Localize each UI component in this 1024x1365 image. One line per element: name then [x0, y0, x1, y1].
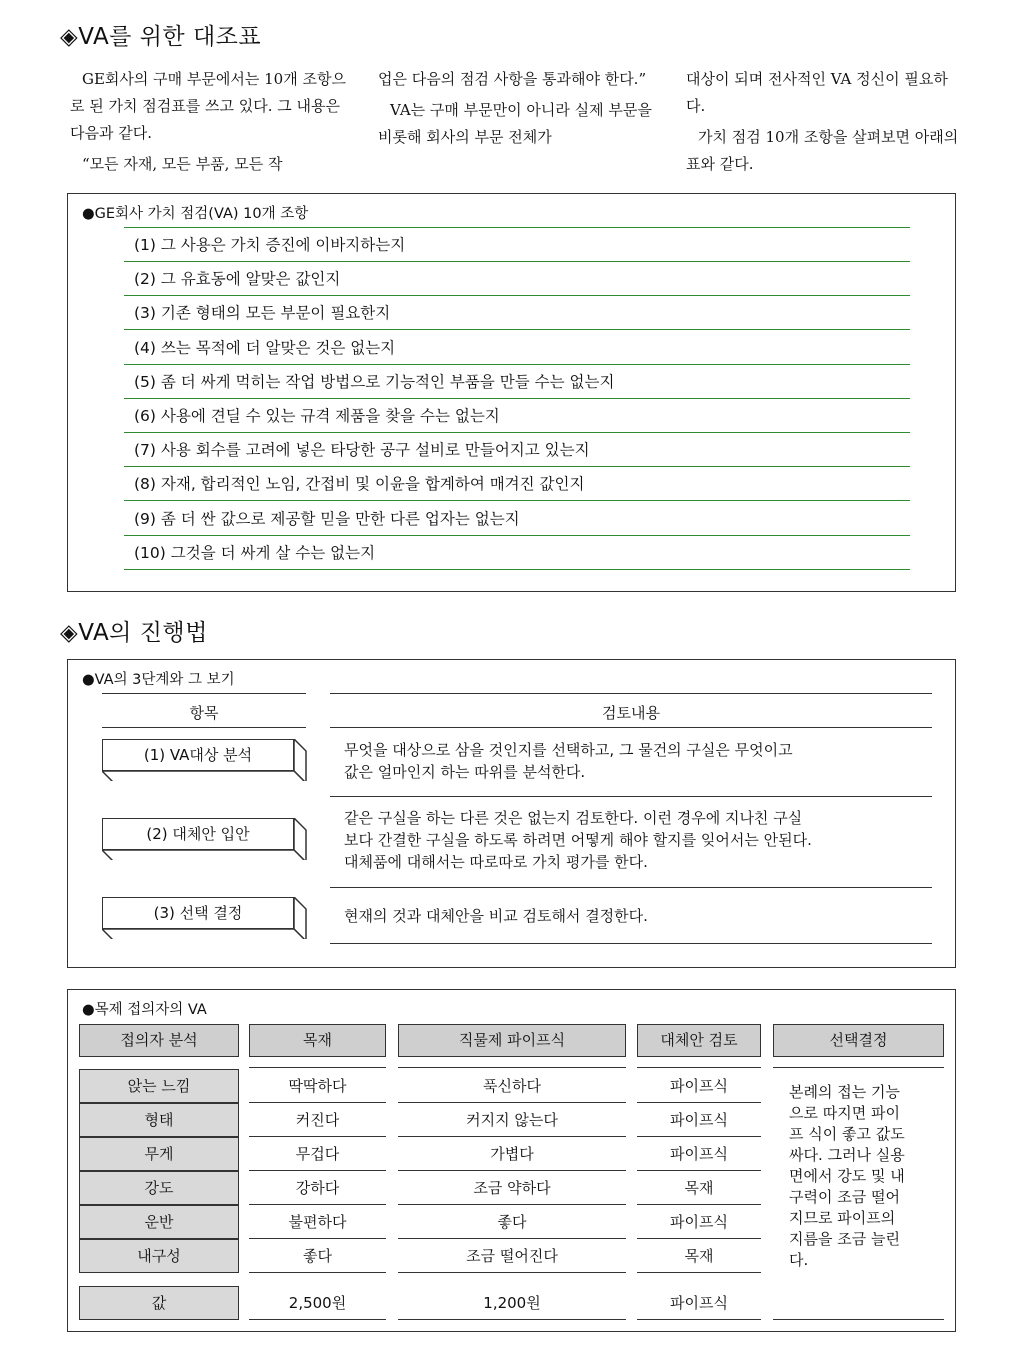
paragraph: 가치 점검 10개 조항을 살펴보면 아래의 표와 같다. — [686, 128, 959, 173]
cell-alt: 목재 — [637, 1239, 761, 1273]
step-label: (3) 선택 결정 — [102, 897, 294, 929]
wood-chair-title: ●목제 접의자의 VA — [82, 1002, 207, 1018]
step-description — [344, 807, 924, 873]
rule — [330, 693, 932, 694]
cell-pipe: 조금 떨어진다 — [398, 1239, 626, 1273]
rule — [102, 693, 306, 694]
rule — [773, 1067, 944, 1068]
column-header-review: 검토내용 — [602, 704, 660, 722]
checklist-item — [124, 365, 910, 399]
text-line: 면에서 강도 및 내 — [789, 1167, 905, 1185]
text-line: 본례의 접는 기능 — [789, 1083, 900, 1101]
decision-note — [789, 1082, 939, 1271]
text-line: 구력이 조금 떨어 — [789, 1188, 900, 1206]
cell-alt: 파이프식 — [637, 1069, 761, 1103]
text-line: 무엇을 대상으로 삼을 것인지를 선택하고, 그 물건의 구실은 무엇이고 — [344, 741, 793, 759]
step-label: (2) 대체안 입안 — [102, 818, 294, 850]
price-pipe: 1,200원 — [398, 1286, 626, 1320]
price-decision-blank — [773, 1286, 944, 1320]
cell-alt: 파이프식 — [637, 1205, 761, 1239]
row-label: 강도 — [79, 1171, 239, 1205]
text-line: 같은 구실을 하는 다른 것은 없는지 검토한다. 이런 경우에 지나친 구실 — [344, 809, 803, 827]
text-line: 대체품에 대해서는 따로따로 가치 평가를 한다. — [344, 853, 648, 871]
cell-alt: 목재 — [637, 1171, 761, 1205]
step-box-analysis — [102, 739, 306, 777]
checklist-item — [124, 399, 910, 433]
checklist-item — [124, 536, 910, 570]
rule — [330, 887, 932, 888]
checklist-item-text: (8) 자재, 합리적인 노임, 간접비 및 이윤을 합계하여 매겨진 값인지 — [134, 475, 585, 494]
row-label: 내구성 — [79, 1239, 239, 1273]
rule — [330, 943, 932, 944]
checklist-item — [124, 502, 910, 536]
rule — [637, 1067, 761, 1068]
step-label: (1) VA대상 분석 — [102, 739, 294, 771]
step-box-decision — [102, 897, 306, 935]
paragraph: 업은 다음의 점검 사항을 통과해야 한다.” — [378, 70, 647, 88]
rule — [102, 727, 306, 728]
paragraph: “모든 자재, 모든 부품, 모든 작 — [82, 155, 283, 173]
text-line: 다. — [789, 1251, 809, 1269]
checklist-item — [124, 433, 910, 467]
cell-wood: 딱딱하다 — [249, 1069, 386, 1103]
text-line: 으로 따지면 파이 — [789, 1104, 900, 1122]
row-label: 형태 — [79, 1103, 239, 1137]
rule — [249, 1067, 386, 1068]
checklist-item — [124, 228, 910, 262]
text-line: 싸다. 그러나 실용 — [789, 1146, 905, 1164]
section-heading-process: ◈VA의 진행법 — [60, 620, 208, 646]
row-label: 앉는 느낌 — [79, 1069, 239, 1103]
cell-pipe: 좋다 — [398, 1205, 626, 1239]
checklist-item-text: (2) 그 유효동에 알맞은 값인지 — [134, 270, 341, 289]
paragraph: GE회사의 구매 부문에서는 10개 조항으로 된 가치 점검표를 쓰고 있다. 그 내용은 다음과 같다. — [70, 70, 346, 142]
checklist-item-text: (1) 그 사용은 가치 증진에 이바지하는지 — [134, 236, 406, 254]
cell-pipe: 가볍다 — [398, 1137, 626, 1171]
cell-alt: 파이프식 — [637, 1103, 761, 1137]
cell-wood: 무겁다 — [249, 1137, 386, 1171]
checklist-item-text: (6) 사용에 견딜 수 있는 규격 제품을 찾을 수는 없는지 — [134, 407, 500, 425]
cell-pipe: 커지지 않는다 — [398, 1103, 626, 1137]
cell-alt: 파이프식 — [637, 1137, 761, 1171]
row-label-price: 값 — [79, 1286, 239, 1320]
text-line: 지므로 파이프의 — [789, 1209, 896, 1227]
intro-column-2 — [378, 66, 658, 155]
cell-wood: 불편하다 — [249, 1205, 386, 1239]
price-alternative: 파이프식 — [637, 1286, 761, 1320]
cell-wood: 좋다 — [249, 1239, 386, 1273]
header-alternative: 대체안 검토 — [637, 1024, 761, 1057]
checklist-item-text: (5) 좀 더 싸게 먹히는 작업 방법으로 기능적인 부품을 만들 수는 없는지 — [134, 372, 615, 391]
checklist-item-text: (7) 사용 회수를 고려에 넣은 타당한 공구 설비로 만들어지고 있는지 — [134, 441, 590, 460]
section-heading-checklist: ◈VA를 위한 대조표 — [60, 24, 262, 50]
rule — [330, 727, 932, 728]
text-line: 지름을 조금 늘린 — [789, 1230, 900, 1248]
cell-pipe: 푹신하다 — [398, 1069, 626, 1103]
row-label: 무게 — [79, 1137, 239, 1171]
checklist-item-text: (10) 그것을 더 싸게 살 수는 없는지 — [134, 543, 376, 562]
cell-wood: 커진다 — [249, 1103, 386, 1137]
paragraph: 대상이 되며 전사적인 VA 정신이 필요하다. — [686, 70, 948, 115]
step-description — [344, 739, 924, 783]
intro-column-1 — [70, 66, 350, 182]
price-wood: 2,500원 — [249, 1286, 386, 1320]
column-header-item: 항목 — [189, 704, 219, 722]
step-description — [344, 905, 924, 927]
text-line: 보다 간결한 구실을 하도록 하려면 어떻게 해야 할지를 잊어서는 안된다. — [344, 831, 812, 849]
checklist-item — [124, 262, 910, 296]
steps-title: ●VA의 3단계와 그 보기 — [82, 672, 235, 688]
checklist-item-text: (9) 좀 더 싼 값으로 제공할 믿을 만한 다른 업자는 없는지 — [134, 509, 520, 528]
checklist-item — [124, 331, 910, 365]
text-line: 프 식이 좋고 값도 — [789, 1125, 905, 1143]
checklist-item — [124, 467, 910, 501]
checklist-item-text: (3) 기존 형태의 모든 부문이 필요한지 — [134, 304, 391, 323]
rule — [398, 1067, 626, 1068]
text-line: 현재의 것과 대체안을 비교 검토해서 결정한다. — [344, 907, 648, 925]
header-decision: 선택결정 — [773, 1024, 944, 1057]
intro-column-3 — [686, 66, 966, 182]
paragraph: VA는 구매 부문만이 아니라 실제 부문을 비롯해 회사의 부문 전체가 — [378, 101, 652, 146]
cell-pipe: 조금 약하다 — [398, 1171, 626, 1205]
rule — [330, 796, 932, 797]
checklist-item-text: (4) 쓰는 목적에 더 알맞은 것은 없는지 — [134, 338, 396, 357]
step-box-alternative — [102, 818, 306, 856]
header-analysis: 접의자 분석 — [79, 1024, 239, 1057]
row-label: 운반 — [79, 1205, 239, 1239]
text-line: 값은 얼마인지 하는 따위를 분석한다. — [344, 763, 586, 781]
checklist-title: ●GE회사 가치 점검(VA) 10개 조항 — [82, 206, 309, 222]
cell-wood: 강하다 — [249, 1171, 386, 1205]
header-wood: 목재 — [249, 1024, 386, 1057]
checklist-item — [124, 296, 910, 330]
header-pipe: 직물제 파이프식 — [398, 1024, 626, 1057]
